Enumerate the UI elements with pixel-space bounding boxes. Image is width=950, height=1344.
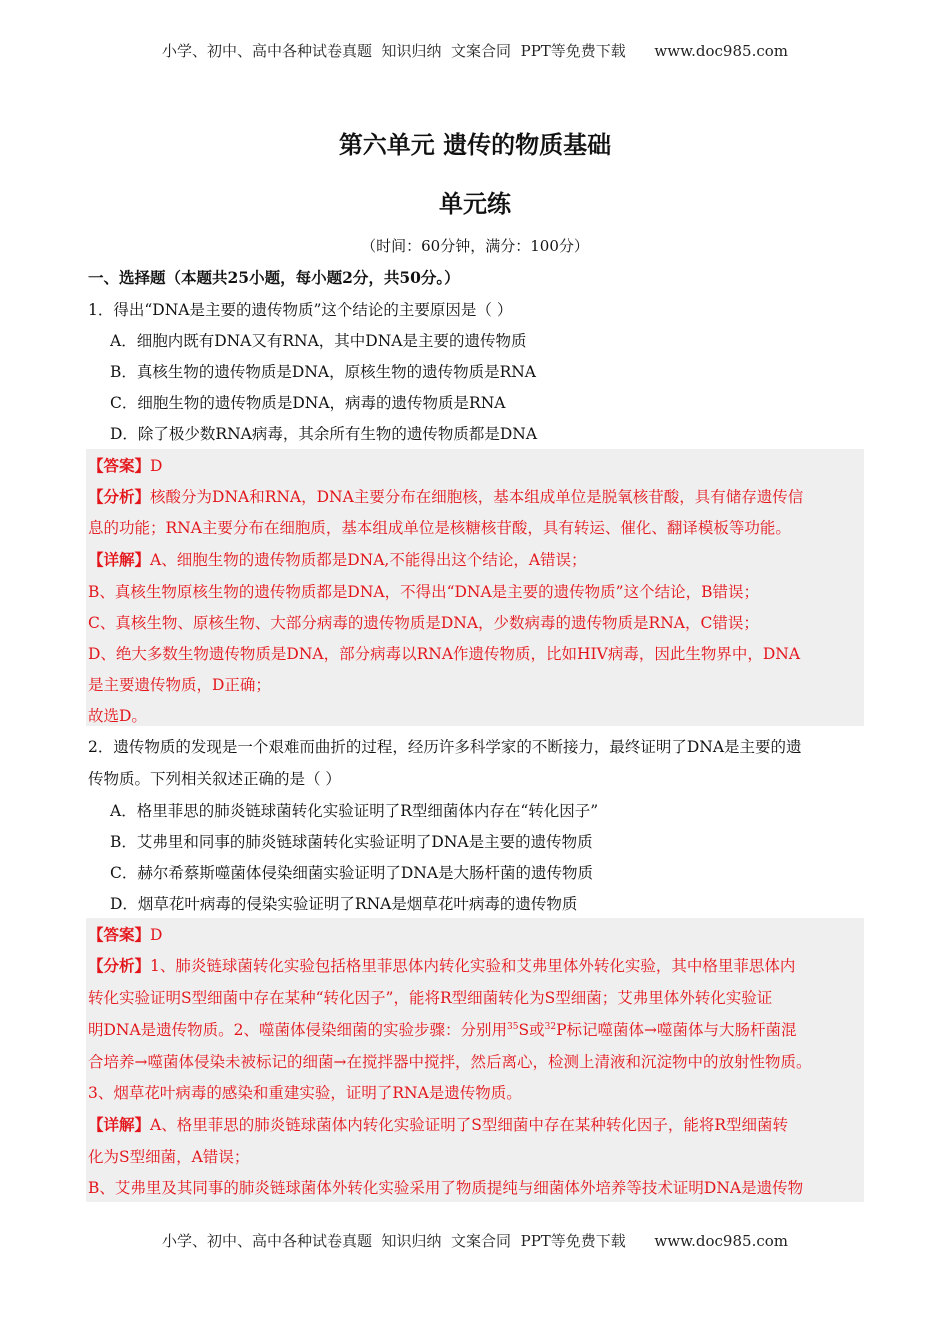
q1-detail-b: B、真核生物原核生物的遗传物质都是DNA，不得出“DNA是主要的遗传物质”这个结论，B错误； [88, 583, 759, 601]
answer-value: D [150, 457, 163, 475]
q2-detail: 【详解】A、格里菲思的肺炎链球菌体内转化实验证明了S型细菌中存在某种转化因子，能将R型细菌转 [88, 1115, 789, 1134]
q2-analysis-l3: 明DNA是遗传物质。2、噬菌体侵染细菌的实验步骤：分别用$^{35}$S或$^{32}$P标记噬菌体→噬菌体与大肠杆菌混 [88, 1021, 797, 1039]
answer-value: D [150, 926, 163, 944]
exam-info: （时间：60分钟，满分：100分） [361, 237, 589, 255]
q2-analysis-l5: 3、烟草花叶病毒的感染和重建实验，证明了RNA是遗传物质。 [88, 1084, 522, 1102]
q1-option-a: A．细胞内既有DNA又有RNA，其中DNA是主要的遗传物质 [110, 332, 527, 350]
page-subtitle: 单元练 [439, 189, 511, 218]
page-header: 小学、初中、高中各种试卷真题 知识归纳 文案合同 PPT等免费下载 www.doc985.com [161, 42, 788, 60]
q1-option-b: B．真核生物的遗传物质是DNA，原核生物的遗传物质是RNA [110, 363, 537, 381]
analysis-tag: 【分析】 [88, 487, 151, 506]
q1-detail: 【详解】A、细胞生物的遗传物质都是DNA,不能得出这个结论，A错误； [88, 550, 587, 569]
q2-option-d: D．烟草花叶病毒的侵染实验证明了RNA是烟草花叶病毒的遗传物质 [110, 895, 578, 913]
q1-analysis: 【分析】核酸分为DNA和RNA，DNA主要分布在细胞核，基本组成单位是脱氧核苷酸，具有储存遗传信 [88, 487, 804, 506]
q2-stem: 2．遗传物质的发现是一个艰难而曲折的过程，经历许多科学家的不断接力，最终证明了DNA是主要的遗 [88, 738, 802, 756]
q1-detail-d: D、绝大多数生物遗传物质是DNA，部分病毒以RNA作遗传物质，比如HIV病毒，因此生物界中，DNA [88, 645, 801, 663]
q1-detail-c: C、真核生物、原核生物、大部分病毒的遗传物质是DNA，少数病毒的遗传物质是RNA，C错误； [88, 614, 759, 632]
q2-option-b: B．艾弗里和同事的肺炎链球菌转化实验证明了DNA是主要的遗传物质 [110, 833, 593, 851]
q1-analysis-cont: 息的功能；RNA主要分布在细胞质，基本组成单位是核糖核苷酸，具有转运、催化、翻译模板等功能。 [88, 519, 791, 537]
q2-analysis-l4: 合培养→噬菌体侵染未被标记的细菌→在搅拌器中搅拌，然后离心，检测上清液和沉淀物中的放射性物质。 [88, 1053, 812, 1071]
detail-tag: 【详解】 [88, 550, 151, 569]
q2-stem-cont: 传物质。下列相关叙述正确的是（ ） [88, 770, 341, 788]
detail-tag: 【详解】 [88, 1115, 151, 1134]
analysis-tag: 【分析】 [88, 956, 151, 975]
q2-detail-b: B、艾弗里及其同事的肺炎链球菌体外转化实验采用了物质提纯与细菌体外培养等技术证明DNA是遗传物 [88, 1179, 804, 1197]
q2-option-a: A．格里菲思的肺炎链球菌转化实验证明了R型细菌体内存在“转化因子” [110, 802, 599, 820]
answer-tag: 【答案】 [88, 925, 151, 944]
q1-stem: 1．得出“DNA是主要的遗传物质”这个结论的主要原因是（ ） [88, 301, 513, 319]
q2-detail-cont: 化为S型细菌，A错误； [88, 1148, 250, 1166]
q2-option-c: C．赫尔希蔡斯噬菌体侵染细菌实验证明了DNA是大肠杆菌的遗传物质 [110, 864, 594, 882]
page-title: 第六单元 遗传的物质基础 [338, 130, 612, 159]
q1-option-c: C．细胞生物的遗传物质是DNA，病毒的遗传物质是RNA [110, 394, 506, 412]
q1-answer [88, 454, 162, 476]
section-heading: 一、选择题（本题共25小题，每小题2分，共50分。） [88, 268, 460, 287]
q2-analysis: 【分析】1、肺炎链球菌转化实验包括格里菲思体内转化实验和艾弗里体外转化实验，其中格里菲思体内 [88, 956, 796, 975]
q1-option-d: D．除了极少数RNA病毒，其余所有生物的遗传物质都是DNA [110, 425, 538, 443]
q1-detail-d-cont: 是主要遗传物质，D正确； [88, 676, 271, 694]
q2-answer [88, 923, 162, 945]
page-footer: 小学、初中、高中各种试卷真题 知识归纳 文案合同 PPT等免费下载 www.doc985.com [161, 1232, 788, 1250]
answer-tag: 【答案】 [88, 456, 151, 475]
q1-conclusion: 故选D。 [88, 707, 147, 725]
q2-analysis-l2: 转化实验证明S型细菌中存在某种“转化因子”，能将R型细菌转化为S型细菌；艾弗里体外转化实验证 [88, 989, 773, 1007]
